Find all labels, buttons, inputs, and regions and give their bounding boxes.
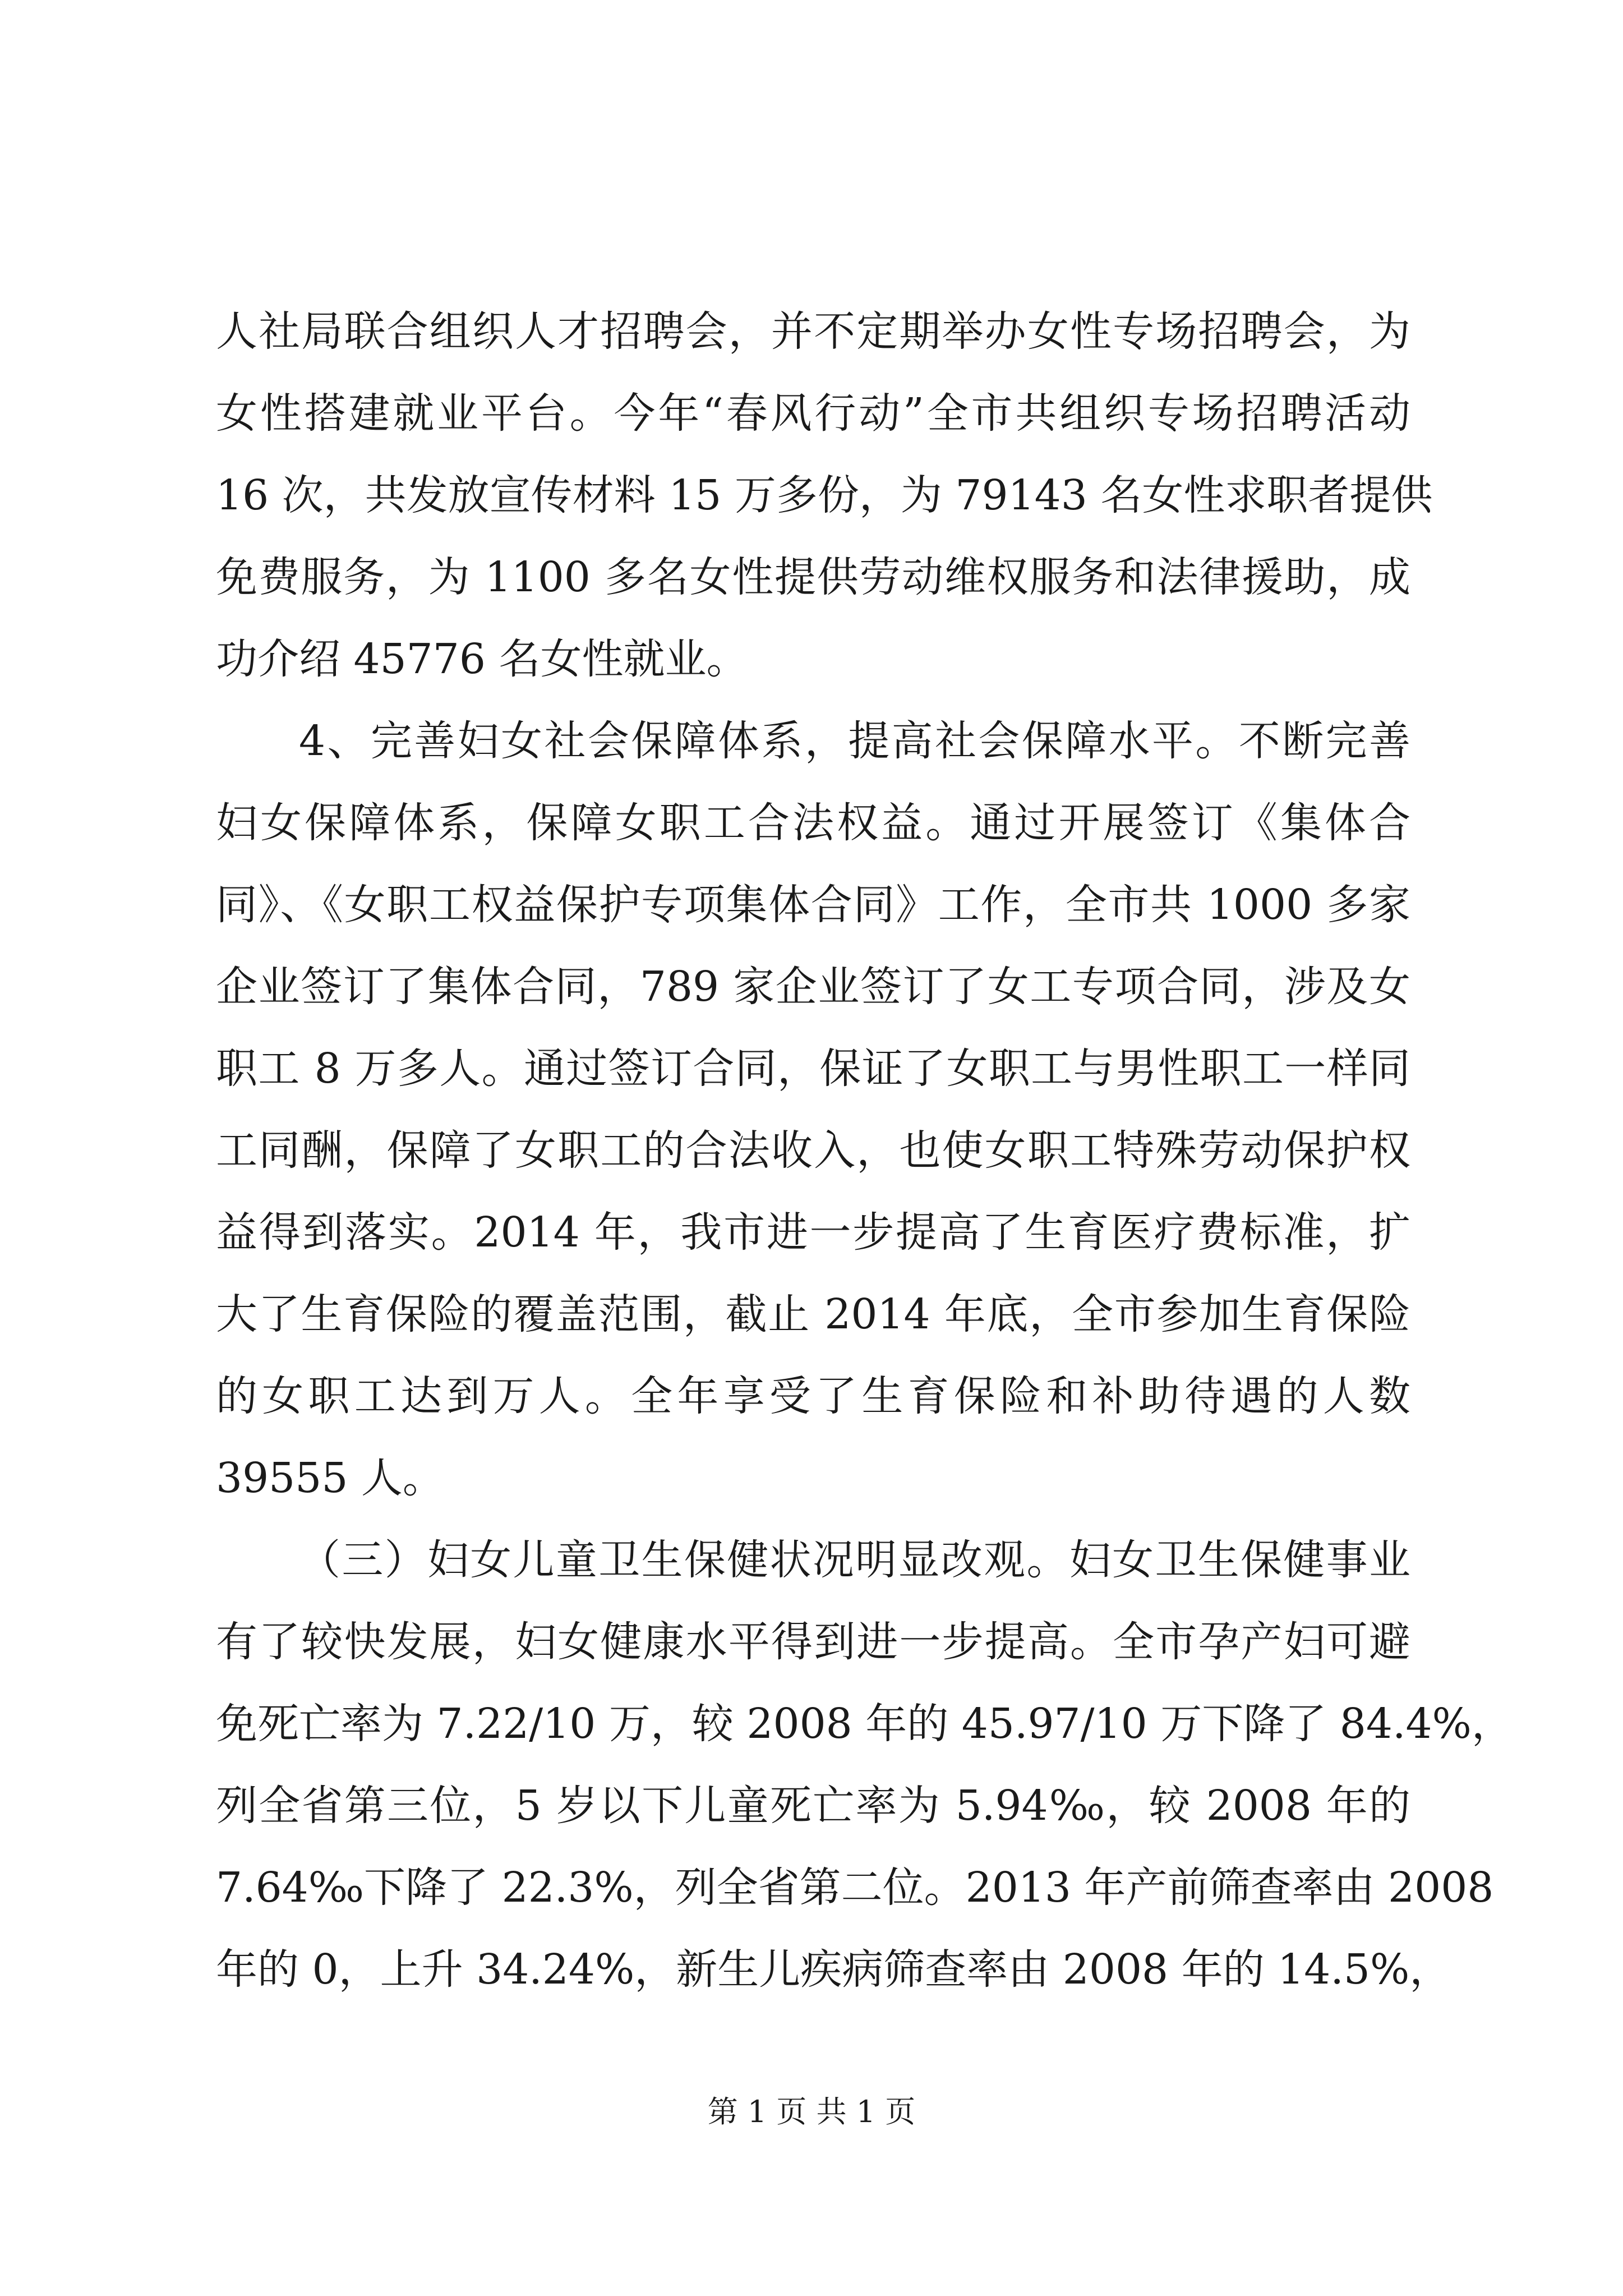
text-line: 4、完善妇女社会保障体系，提高社会保障水平。不断完善 — [299, 717, 1410, 765]
page-footer: 第 1 页 共 1 页 — [707, 2094, 916, 2129]
text-line: 同》、《女职工权益保护专项集体合同》工作，全市共 1000 多家 — [216, 881, 1410, 929]
text-line: 职工 8 万多人。通过签订合同，保证了女职工与男性职工一样同 — [216, 1045, 1410, 1093]
text-line: 功介绍 45776 名女性就业。 — [216, 635, 748, 683]
text-line: 的女职工达到万人。全年享受了生育保险和补助待遇的人数 — [216, 1372, 1410, 1420]
text-line: 大了生育保险的覆盖范围，截止 2014 年底，全市参加生育保险 — [216, 1290, 1410, 1338]
text-line: （三）妇女儿童卫生保健状况明显改观。妇女卫生保健事业 — [299, 1536, 1410, 1584]
text-line: 益得到落实。2014 年，我市进一步提高了生育医疗费标准，扩 — [216, 1208, 1410, 1257]
text-line: 工同酬，保障了女职工的合法收入，也使女职工特殊劳动保护权 — [216, 1126, 1410, 1175]
text-line: 免死亡率为 7.22/10 万，较 2008 年的 45.97/10 万下降了 84.4%， — [216, 1700, 1513, 1748]
text-line: 女性搭建就业平台。今年“春风行动”全市共组织专场招聘活动 — [216, 389, 1410, 438]
text-line: 7.64‰下降了 22.3%，列全省第二位。2013 年产前筛查率由 2008 — [216, 1864, 1494, 1912]
text-line: 人社局联合组织人才招聘会，并不定期举办女性专场招聘会，为 — [216, 307, 1410, 356]
text-line: 16 次，共发放宣传材料 15 万多份，为 79143 名女性求职者提供 — [216, 471, 1433, 519]
text-line: 有了较快发展，妇女健康水平得到进一步提高。全市孕产妇可避 — [216, 1618, 1410, 1666]
text-line: 妇女保障体系，保障女职工合法权益。通过开展签订《集体合 — [216, 799, 1410, 847]
text-line: 免费服务，为 1100 多名女性提供劳动维权服务和法律援助，成 — [216, 553, 1410, 601]
text-line: 企业签订了集体合同，789 家企业签订了女工专项合同，涉及女 — [216, 963, 1410, 1011]
text-line: 年的 0，上升 34.24%，新生儿疾病筛查率由 2008 年的 14.5%， — [216, 1945, 1451, 1994]
text-line: 列全省第三位，5 岁以下儿童死亡率为 5.94‰，较 2008 年的 — [216, 1782, 1410, 1830]
text-line: 39555 人。 — [216, 1454, 444, 1502]
document-body — [216, 291, 1513, 2010]
